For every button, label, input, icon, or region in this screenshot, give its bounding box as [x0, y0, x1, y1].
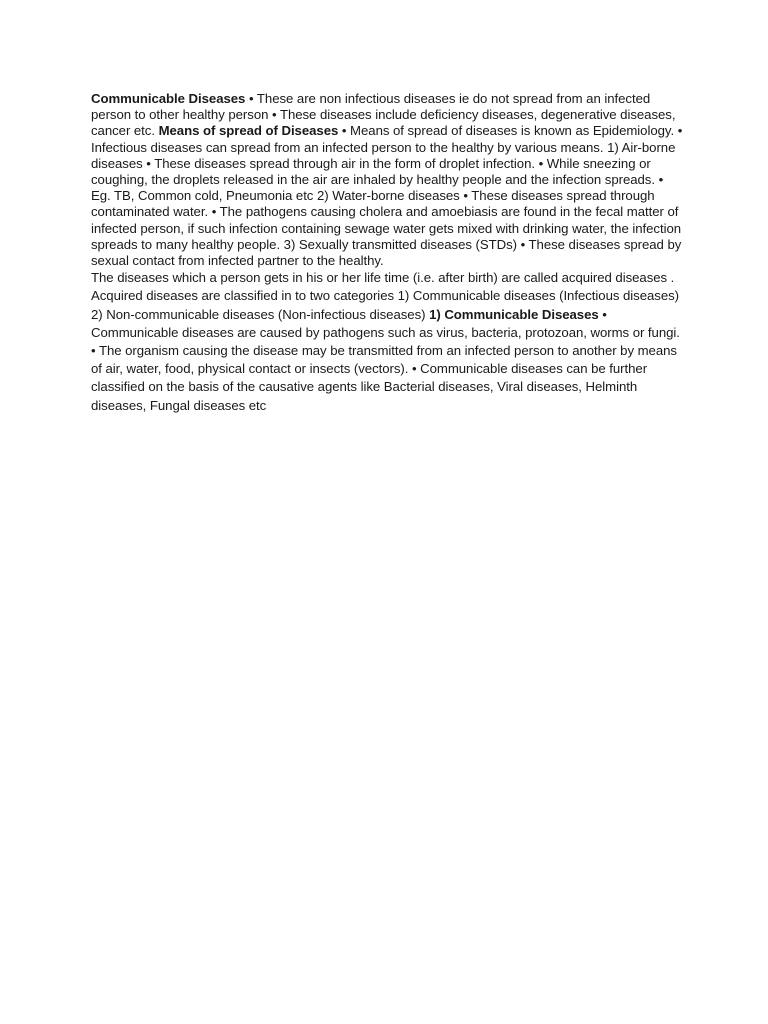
paragraph-2: [91, 269, 683, 415]
paragraph-2-text-a: The diseases which a person gets in his or her life time (i.e. after birth) are called acquired diseases . Acquired diseases are classified in to two categories 1) Communicable diseases (Infectious diseases) 2) Non-communicable diseases (Non-infectious diseases): [91, 270, 679, 322]
paragraph-2-text-b: • Communicable diseases are caused by pathogens such as virus, bacteria, protozoan, worms or fungi. • The organism causing the disease may be transmitted from an infected person to another by means of air, water, food, physical contact or insects (vectors). • Communicable diseases can be further classified on the basis of the causative agents like Bacterial diseases, Viral diseases, Helminth diseases, Fungal diseases etc: [91, 306, 680, 413]
document-body: [91, 91, 683, 415]
heading-1-communicable-diseases: 1) Communicable Diseases: [429, 306, 599, 322]
paragraph-1-text-b: • Means of spread of diseases is known as Epidemiology. • Infectious diseases can spread from an infected person to the healthy by various means. 1) Air-borne diseases • These diseases spread through air in the form of droplet infection. • While sneezing or coughing, the droplets released in the air are inhaled by healthy people and the infection spreads. • Eg. TB, Common cold, Pneumonia etc 2) Water-borne diseases • These diseases spread through contaminated water. • The pathogens causing cholera and amoebiasis are found in the fecal matter of infected person, if such infection containing sewage water gets mixed with drinking water, the infection spreads to many healthy people. 3) Sexually transmitted diseases (STDs) • These diseases spread by sexual contact from infected partner to the healthy.: [91, 123, 683, 269]
heading-means-of-spread: Means of spread of Diseases: [158, 123, 339, 139]
paragraph-1: [91, 91, 683, 269]
paragraph-1-text-a: • These are non infectious diseases ie do not spread from an infected person to other healthy person • These diseases include deficiency diseases, degenerative diseases, cancer etc.: [91, 91, 676, 139]
heading-communicable-diseases: Communicable Diseases: [91, 91, 246, 106]
